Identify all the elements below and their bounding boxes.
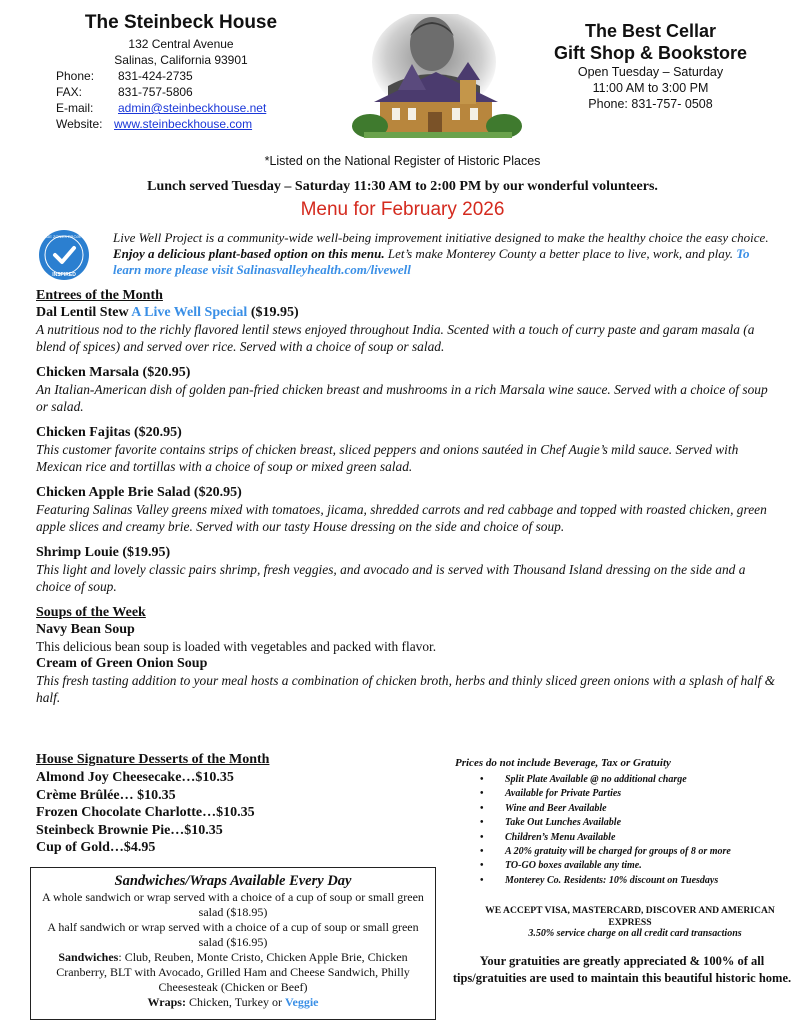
entree-title: Shrimp Louie ($19.95) bbox=[36, 545, 171, 560]
sandwiches-label: Sandwiches bbox=[58, 950, 119, 964]
portrait-face bbox=[410, 17, 454, 71]
fax-row bbox=[56, 84, 306, 100]
menu-title: Menu for February 2026 bbox=[300, 199, 505, 220]
entree-title: Chicken Marsala ($20.95) bbox=[36, 365, 191, 380]
list-item: • Wine and Beer Available bbox=[480, 802, 787, 816]
entree-item bbox=[36, 304, 776, 355]
live-well-paragraph bbox=[113, 230, 773, 278]
live-well-text-bold: Enjoy a delicious plant-based option on this menu. bbox=[113, 246, 385, 261]
dessert-item: Almond Joy Cheesecake…$10.35 bbox=[36, 770, 234, 785]
phone-value: 831-424-2735 bbox=[118, 69, 193, 83]
dessert-item: Crème Brûlée… $10.35 bbox=[36, 787, 176, 803]
email-row bbox=[56, 100, 306, 116]
website-link[interactable]: www.steinbeckhouse.com bbox=[114, 117, 253, 131]
entree-description: Featuring Salinas Valley greens mixed with tomatoes, jicama, shredded carrots and red cabbage and topped with roasted chicken, green apple slices and creamy brie. Served with our tasty House dressing on the side and choice of soup. bbox=[36, 502, 767, 534]
address-line-2: Salinas, California 93901 bbox=[114, 53, 248, 67]
entree-item bbox=[36, 544, 776, 595]
entree-description: An Italian-American dish of golden pan-fried chicken breast and mushrooms in a rich Marsala wine sauce. Served with a choice of soup or salad. bbox=[36, 382, 768, 414]
email-link[interactable]: admin@steinbeckhouse.net bbox=[118, 101, 267, 115]
phone-row bbox=[56, 68, 306, 84]
entree-item bbox=[36, 424, 776, 475]
list-item: • Monterey Co. Residents: 10% discount on Tuesdays bbox=[480, 874, 787, 888]
desserts-section bbox=[36, 752, 436, 857]
entree-title: Dal Lentil Stew A Live Well Special ($19.95) bbox=[36, 305, 299, 320]
shop-hours-time: 11:00 AM to 3:00 PM bbox=[592, 81, 709, 95]
dessert-item: Frozen Chocolate Charlotte…$10.35 bbox=[36, 805, 255, 820]
wraps-label: Wraps: bbox=[147, 995, 186, 1009]
whole-sandwich-text: A whole sandwich or wrap served with a choice of a cup of soup or small green salad ($18.95) bbox=[42, 890, 424, 919]
sandwich-box-title: Sandwiches/Wraps Available Every Day bbox=[114, 873, 352, 889]
list-item: • Children’s Menu Available bbox=[480, 831, 787, 845]
list-item: • TO-GO boxes available any time. bbox=[480, 859, 787, 873]
contact-block bbox=[56, 12, 306, 132]
phone-label: Phone: bbox=[56, 69, 95, 83]
fax-label: FAX: bbox=[56, 85, 83, 99]
soup-title: Cream of Green Onion Soup bbox=[36, 656, 208, 671]
soup-item bbox=[36, 621, 776, 655]
entree-item bbox=[36, 484, 776, 535]
policy-list bbox=[480, 773, 787, 888]
gratuity-note: Your gratuities are greatly appreciated & 100% of all tips/gratuities are used to maintain this beautiful historic home. bbox=[452, 954, 792, 985]
gift-shop-block bbox=[548, 20, 753, 112]
fax-value: 831-757-5806 bbox=[118, 85, 193, 99]
steinbeck-house-illustration bbox=[340, 14, 528, 142]
live-well-text-1: Live Well Project is a community-wide well-being improvement initiative designed to make the healthy choice the easy choice. bbox=[113, 230, 769, 245]
prices-note: Prices do not include Beverage, Tax or Gratuity bbox=[455, 757, 671, 769]
shop-hours-days: Open Tuesday – Saturday bbox=[577, 65, 724, 79]
live-well-link[interactable]: To learn more please visit Salinasvalleyhealth.com/livewell bbox=[113, 246, 750, 277]
entree-description: This customer favorite contains strips of chicken breast, sliced peppers and onions sautéed in Chef Augie’s mild sauce. Served with Mexican rice and tortillas with a choice of soup or mixed green salad. bbox=[36, 442, 739, 474]
half-sandwich-text: A half sandwich or wrap served with a choice of a cup of soup or small green salad ($16.95) bbox=[47, 920, 419, 949]
soup-description: This fresh tasting addition to your meal hosts a combination of chicken broth, herbs and thinly sliced green onions with a splash of half & half. bbox=[36, 673, 776, 705]
blue-zones-badge-icon bbox=[38, 229, 90, 281]
entree-description: A nutritious nod to the richly flavored lentil stews enjoyed throughout India. Scented with a touch of curry paste and garam masala (a blend of spices) and served over rice. Served with a choice of soup or salad. bbox=[36, 322, 755, 354]
sandwich-list bbox=[37, 950, 429, 995]
veggie-option: Veggie bbox=[284, 995, 319, 1009]
list-item: • Available for Private Parties bbox=[480, 787, 787, 801]
service-charge-note: 3.50% service charge on all credit card transactions bbox=[528, 928, 742, 939]
list-item: • Take Out Lunches Available bbox=[480, 816, 787, 830]
entree-title: Chicken Apple Brie Salad ($20.95) bbox=[36, 485, 242, 500]
wrap-list bbox=[37, 995, 429, 1010]
website-label: Website: bbox=[56, 117, 103, 131]
sandwiches-options: : Club, Reuben, Monte Cristo, Chicken Apple Brie, Chicken Cranberry, BLT with Avocado, Grilled Ham and Cheese Sandwich, Philly Cheesesteak (Chicken or Beef) bbox=[56, 950, 410, 994]
entree-description: This light and lovely classic pairs shrimp, fresh veggies, and avocado and is served with Thousand Island dressing on the side and a choice of soup. bbox=[36, 562, 746, 594]
dessert-item: Cup of Gold…$4.95 bbox=[36, 840, 156, 855]
soup-title: Navy Bean Soup bbox=[36, 622, 135, 637]
soup-item bbox=[36, 655, 776, 706]
email-label: E-mail: bbox=[56, 101, 94, 115]
badge-bottom-text: INSPIRED bbox=[52, 272, 76, 278]
entree-title: Chicken Fajitas ($20.95) bbox=[36, 425, 182, 440]
badge-top-text: BLUE ZONES PROJECT bbox=[41, 234, 87, 239]
registry-note: *Listed on the National Register of Historic Places bbox=[264, 154, 541, 168]
shop-phone: Phone: 831-757- 0508 bbox=[588, 97, 713, 111]
wraps-options: Chicken, Turkey or bbox=[185, 995, 285, 1009]
menu-main bbox=[36, 287, 776, 706]
entree-item bbox=[36, 364, 776, 415]
house-name: The Steinbeck House bbox=[84, 12, 278, 33]
entrees-heading: Entrees of the Month bbox=[36, 288, 163, 303]
policy-info bbox=[452, 757, 787, 888]
shop-title-1: The Best Cellar bbox=[584, 21, 717, 41]
accepted-cards: WE ACCEPT VISA, MASTERCARD, DISCOVER AND AMERICAN EXPRESS bbox=[485, 905, 775, 928]
live-well-special-tag: A Live Well Special bbox=[131, 305, 248, 320]
website-row bbox=[56, 116, 306, 132]
shop-title-2: Gift Shop & Bookstore bbox=[554, 43, 747, 63]
list-item: • Split Plate Available @ no additional charge bbox=[480, 773, 787, 787]
address-line-1: 132 Central Avenue bbox=[128, 37, 234, 51]
list-item: • A 20% gratuity will be charged for groups of 8 or more bbox=[480, 845, 787, 859]
soup-description: This delicious bean soup is loaded with vegetables and packed with flavor. bbox=[36, 639, 437, 654]
desserts-heading: House Signature Desserts of the Month bbox=[36, 752, 270, 767]
sandwich-box bbox=[30, 867, 436, 1020]
soups-heading: Soups of the Week bbox=[36, 605, 146, 620]
lunch-hours: Lunch served Tuesday – Saturday 11:30 AM to 2:00 PM by our wonderful volunteers. bbox=[147, 179, 658, 194]
dessert-item: Steinbeck Brownie Pie…$10.35 bbox=[36, 822, 223, 838]
live-well-text-3: Let’s make Monterey County a better place to live, work, and play. bbox=[384, 246, 737, 261]
